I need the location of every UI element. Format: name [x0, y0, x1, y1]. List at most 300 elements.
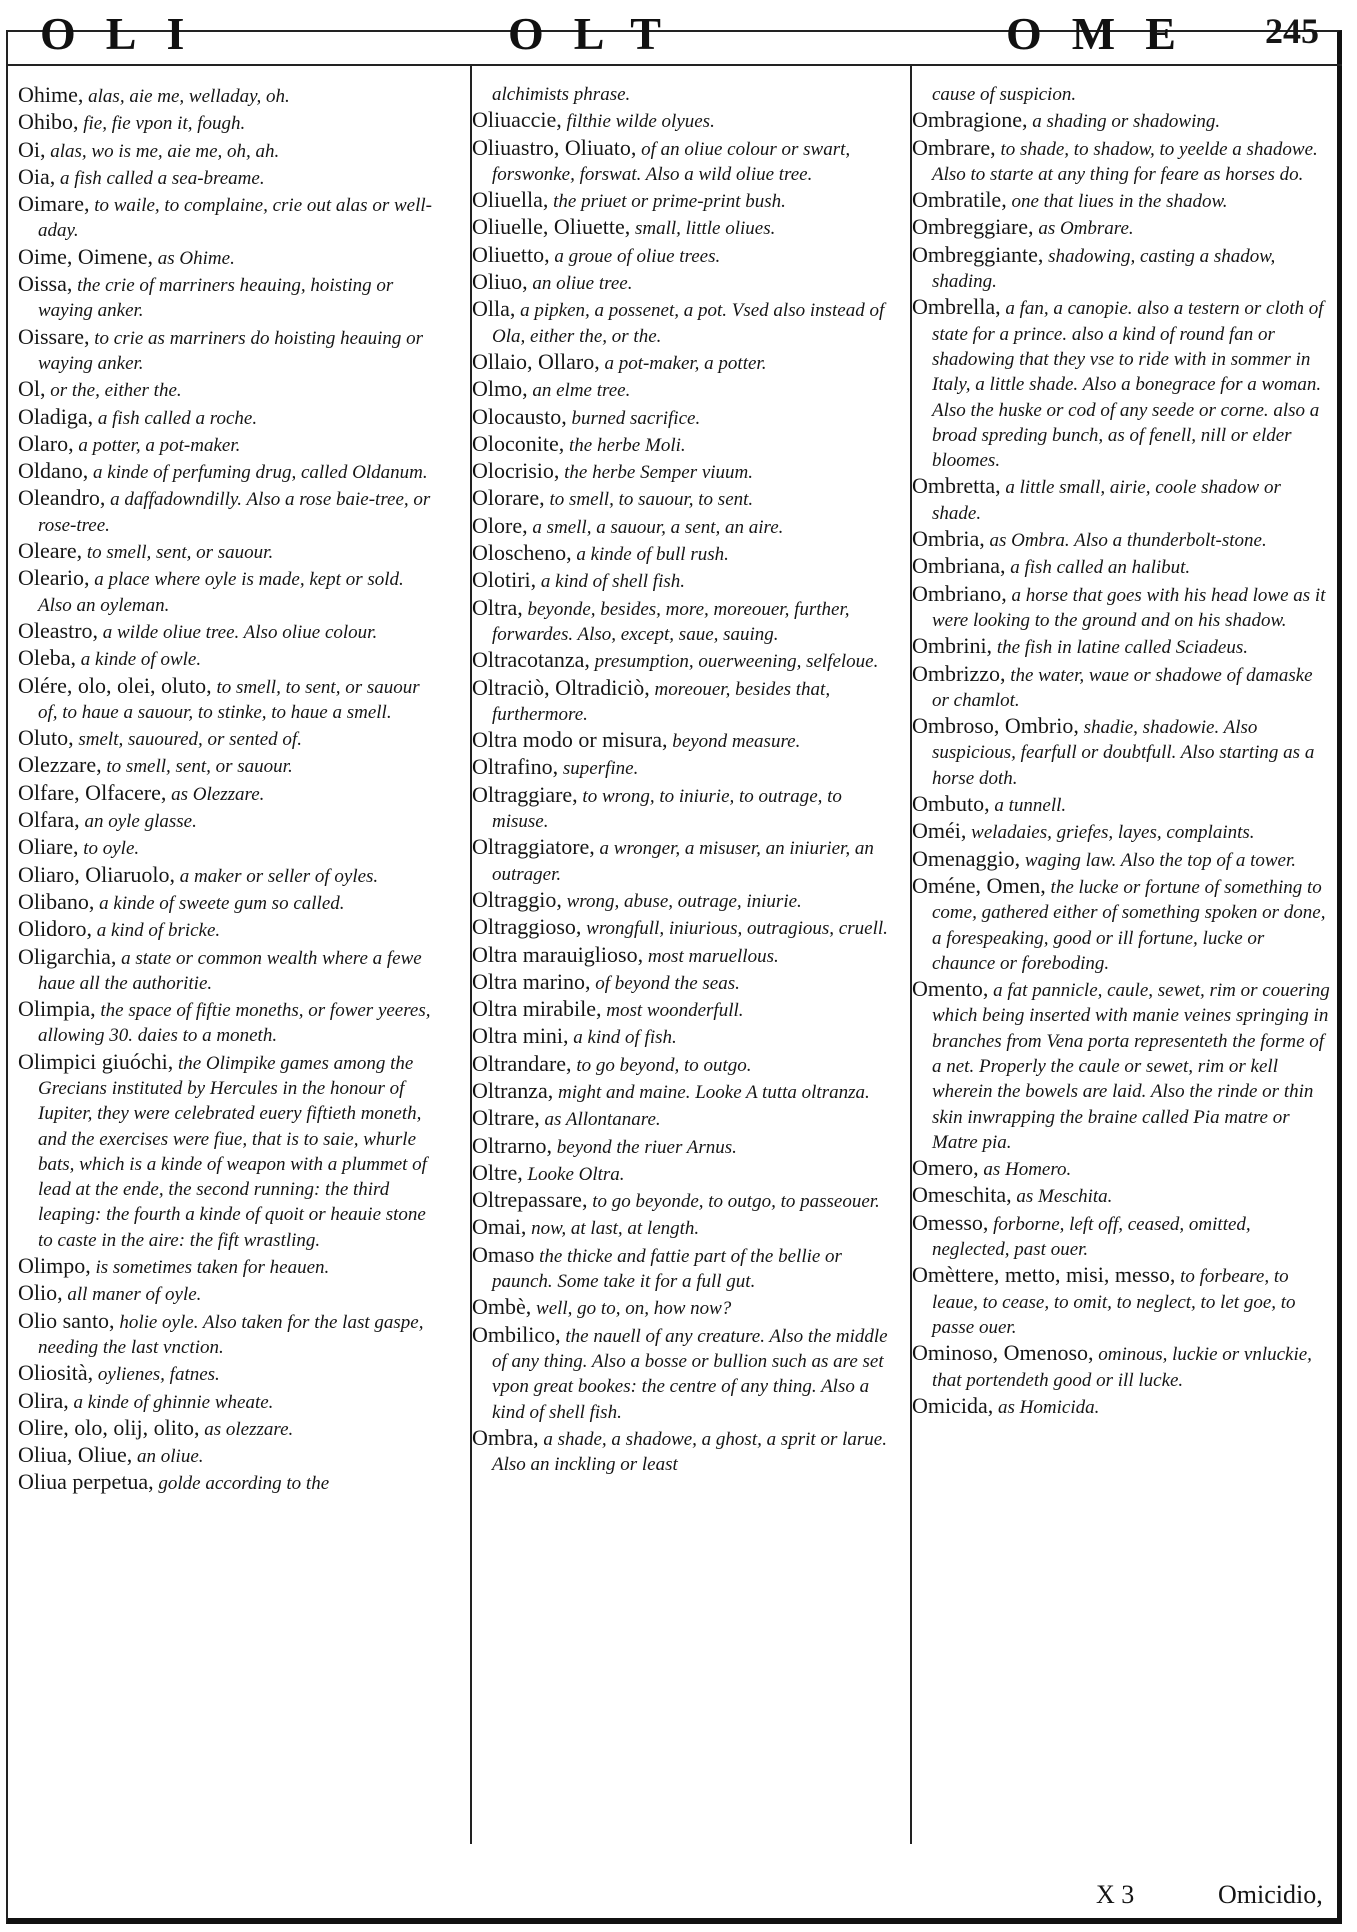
entry-definition: beyond the riuer Arnus. — [556, 1136, 737, 1158]
dictionary-entry — [472, 647, 892, 674]
entry-definition: the herbe Moli. — [569, 434, 686, 456]
entry-definition: to forbeare, to leaue, to cease, to omit, to neglect, to let goe, to passe ouer. — [932, 1266, 1296, 1338]
entry-definition: a kinde of bull rush. — [576, 544, 729, 566]
dictionary-entry — [18, 565, 438, 618]
dictionary-entry — [472, 214, 892, 241]
entry-headword: Oliosità, — [18, 1360, 94, 1386]
entry-definition: one that liues in the shadow. — [1011, 191, 1228, 213]
entry-headword: Oliuella, — [472, 187, 549, 213]
dictionary-entry — [18, 944, 438, 997]
entry-headword: Oltraciò, Oltradiciò, — [472, 674, 650, 700]
dictionary-entry — [18, 485, 438, 538]
dictionary-entry — [18, 1469, 438, 1496]
entry-headword: Ombra, — [472, 1424, 539, 1450]
entry-definition: oylienes, fatnes. — [97, 1364, 220, 1386]
dictionary-entry — [472, 567, 892, 594]
entry-headword: Oltracotanza, — [472, 647, 590, 673]
entry-headword: Oliuetto, — [472, 241, 550, 267]
entry-headword: Oltraggiare, — [472, 781, 578, 807]
entry-definition: to shade, to shadow, to yeelde a shadowe. Also to starte at any thing for feare as horses do. — [932, 138, 1318, 185]
entry-definition: a state or common wealth where a fewe haue all the authoritie. — [38, 947, 422, 994]
entry-definition: a pot-maker, a potter. — [604, 352, 767, 374]
entry-headword: Oliuastro, Oliuato, — [472, 134, 637, 160]
entry-headword: Oliuo, — [472, 269, 528, 295]
entry-headword: Oldano, — [18, 458, 89, 484]
entry-definition: a kinde of sweete gum so called. — [99, 892, 345, 914]
entry-headword: Omai, — [472, 1214, 527, 1240]
entry-definition: forborne, left off, ceased, omitted, neglected, past ouer. — [932, 1213, 1251, 1261]
dictionary-entry — [912, 1393, 1332, 1420]
entry-definition: a kinde of ghinnie wheate. — [73, 1391, 274, 1413]
dictionary-entry — [472, 485, 892, 512]
entry-headword: Oissa, — [18, 271, 73, 297]
dictionary-entry — [18, 645, 438, 672]
entry-definition: the thicke and fattie part of the bellie or paunch. Some take it for a full gut. — [492, 1245, 842, 1293]
dictionary-entry — [912, 713, 1332, 791]
entry-headword: Omicida, — [912, 1392, 994, 1418]
dictionary-entry — [472, 1023, 892, 1050]
dictionary-entry — [912, 294, 1332, 473]
entry-definition: a groue of oliue trees. — [554, 245, 721, 267]
dictionary-entry — [472, 135, 892, 188]
entry-definition: a kind of fish. — [573, 1027, 677, 1049]
entry-headword: Oleandro, — [18, 485, 106, 511]
dictionary-entry — [472, 1214, 892, 1241]
dictionary-entry — [912, 1210, 1332, 1263]
entry-headword: Oliuelle, Oliuette, — [472, 214, 631, 240]
entry-headword: Olire, olo, olij, olito, — [18, 1414, 200, 1440]
entry-headword: Oltra marauiglioso, — [472, 941, 644, 967]
entry-headword: Oltra marino, — [472, 968, 591, 994]
entry-definition: most maruellous. — [647, 945, 779, 967]
entry-definition: a fish called an halibut. — [1010, 557, 1191, 579]
entry-headword: Ombria, — [912, 526, 985, 552]
entry-headword: Omaso — [472, 1241, 535, 1267]
dictionary-entry — [472, 595, 892, 648]
entry-headword: Oleba, — [18, 645, 77, 671]
entry-definition: a kind of shell fish. — [540, 571, 685, 593]
dictionary-entry — [912, 1340, 1332, 1393]
entry-headword: Olidoro, — [18, 916, 92, 942]
entry-definition: filthie wilde olyues. — [566, 111, 715, 133]
column-1 — [18, 82, 438, 1497]
entry-definition: a shade, a shadowe, a ghost, a sprit or larue. Also an inckling or least — [492, 1428, 887, 1476]
entry-definition: ominous, luckie or vnluckie, that portendeth good or ill lucke. — [932, 1344, 1312, 1391]
dictionary-entry — [18, 164, 438, 191]
dictionary-entry — [18, 780, 438, 807]
dictionary-entry — [18, 82, 438, 109]
dictionary-entry — [912, 242, 1332, 295]
entry-headword: Oliua perpetua, — [18, 1469, 154, 1495]
dictionary-entry — [472, 187, 892, 214]
dictionary-entry — [912, 661, 1332, 714]
entry-headword: Oissare, — [18, 323, 90, 349]
dictionary-entry — [472, 969, 892, 996]
entry-definition: holie oyle. Also taken for the last gaspe, needing the last vnction. — [38, 1311, 424, 1358]
dictionary-entry — [912, 846, 1332, 873]
dictionary-entry — [912, 82, 1332, 107]
dictionary-entry — [18, 324, 438, 377]
entry-definition: burned sacrifice. — [571, 407, 701, 429]
entry-definition: to crie as marriners do hoisting heauing or waying anker. — [38, 327, 424, 374]
dictionary-entry — [912, 187, 1332, 214]
entry-definition: the fish in latine called Sciadeus. — [996, 637, 1248, 659]
dictionary-entry — [912, 553, 1332, 580]
dictionary-entry — [18, 431, 438, 458]
dictionary-entry — [18, 458, 438, 485]
entry-headword: Omesso, — [912, 1209, 989, 1235]
entry-definition: superfine. — [562, 758, 639, 780]
dictionary-entry — [472, 675, 892, 728]
entry-definition: a tunnell. — [994, 795, 1067, 817]
dictionary-entry — [18, 916, 438, 943]
entry-headword: Olorare, — [472, 485, 545, 511]
entry-headword: Ombrare, — [912, 134, 996, 160]
entry-definition: the herbe Semper viuum. — [564, 462, 754, 484]
entry-headword: Olére, olo, olei, oluto, — [18, 672, 212, 698]
entry-headword: Ominoso, Omenoso, — [912, 1340, 1094, 1366]
entry-definition: to smell, to sent, or sauour of, to haue a sauour, to stinke, to haue a smell. — [38, 676, 420, 723]
entry-headword: Ombrini, — [912, 633, 993, 659]
dictionary-entry — [18, 1415, 438, 1442]
dictionary-entry — [912, 107, 1332, 134]
dictionary-entry — [912, 791, 1332, 818]
signature-mark: X 3 — [1096, 1880, 1135, 1909]
dictionary-entry — [472, 727, 892, 754]
entry-definition: a kinde of perfuming drug, called Oldanum. — [93, 462, 428, 484]
entry-definition: a smell, a sauour, a sent, an aire. — [532, 516, 784, 538]
entry-definition: wrong, abuse, outrage, iniurie. — [566, 890, 802, 912]
entry-headword: Ombratile, — [912, 187, 1007, 213]
dictionary-entry — [18, 752, 438, 779]
entry-definition: to smell, sent, or sauour. — [106, 756, 293, 778]
entry-definition: as Allontanare. — [544, 1109, 661, 1131]
entry-definition: as Ohime. — [157, 247, 235, 269]
entry-definition: to smell, to sauour, to sent. — [549, 489, 754, 511]
entry-definition: the Olimpike games among the Grecians instituted by Hercules in the honour of Iupiter, they were celebrated euery fiftieth moneth, and the exercises were fiue, that is to saie, whurle bats, which is a kinde of weapon with a plummet of lead at the ende, the second running: the third leaping: the fourth a kinde of quoit or heauie stone to caste in the aire: the fift wrastling. — [38, 1052, 427, 1251]
entry-headword: Ombilico, — [472, 1321, 561, 1347]
entry-headword: Oltrarno, — [472, 1132, 553, 1158]
catchword: Omicidio, — [1218, 1880, 1323, 1909]
dictionary-entry — [18, 862, 438, 889]
dictionary-entry — [912, 818, 1332, 845]
entry-headword: Omèttere, metto, misi, messo, — [912, 1262, 1176, 1288]
entry-headword: Olfare, Olfacere, — [18, 779, 167, 805]
running-head-middle: OLT — [508, 8, 691, 59]
entry-headword: Oltra, — [472, 594, 523, 620]
entry-headword: Oméne, Omen, — [912, 872, 1046, 898]
column-3 — [912, 82, 1332, 1420]
entry-definition: as olezzare. — [204, 1418, 294, 1440]
entry-headword: Olimpici giuóchi, — [18, 1048, 174, 1074]
entry-definition: weladaies, griefes, layes, complaints. — [971, 822, 1255, 844]
entry-headword: Oleastro, — [18, 617, 99, 643]
entry-definition: fie, fie vpon it, fough. — [83, 113, 246, 135]
dictionary-entry — [912, 633, 1332, 660]
entry-definition: a wilde oliue tree. Also oliue colour. — [102, 621, 378, 643]
dictionary-entry — [472, 887, 892, 914]
entry-definition: now, at last, at length. — [531, 1218, 700, 1240]
entry-definition: presumption, ouerweening, selfeloue. — [594, 651, 879, 673]
entry-definition: small, little oliues. — [634, 218, 776, 240]
entry-definition: a horse that goes with his head lowe as it were looking to the ground and on his shadow. — [932, 584, 1326, 631]
entry-definition: Looke Oltra. — [527, 1163, 625, 1185]
entry-definition: moreouer, besides that, furthermore. — [492, 678, 831, 725]
entry-headword: Ombreggiare, — [912, 214, 1034, 240]
dictionary-entry — [472, 513, 892, 540]
entry-headword: Olimpia, — [18, 996, 96, 1022]
header-rule — [6, 64, 1342, 66]
dictionary-entry — [18, 618, 438, 645]
dictionary-entry — [18, 1360, 438, 1387]
dictionary-entry — [18, 1388, 438, 1415]
entry-definition: a potter, a pot-maker. — [78, 434, 241, 456]
dictionary-entry — [472, 540, 892, 567]
entry-headword: Omeschita, — [912, 1182, 1012, 1208]
entry-definition: all maner of oyle. — [67, 1284, 202, 1306]
dictionary-entry — [18, 271, 438, 324]
entry-headword: Oltrafino, — [472, 754, 559, 780]
entry-headword: Oleario, — [18, 565, 90, 591]
dictionary-entry — [912, 1155, 1332, 1182]
running-head-right: OME — [1006, 8, 1206, 59]
entry-headword: Ombrella, — [912, 294, 1001, 320]
dictionary-entry — [472, 1133, 892, 1160]
entry-definition: most woonderfull. — [606, 1000, 744, 1022]
dictionary-entry — [18, 807, 438, 834]
entry-definition: as Olezzare. — [171, 783, 265, 805]
entry-headword: Olotiri, — [472, 567, 537, 593]
dictionary-entry — [472, 1051, 892, 1078]
dictionary-entry — [472, 754, 892, 781]
entry-headword: Ombragione, — [912, 107, 1028, 133]
entry-definition: golde according to the — [158, 1473, 330, 1495]
dictionary-entry — [472, 1242, 892, 1295]
entry-headword: Ombrizzo, — [912, 660, 1006, 686]
entry-headword: Oltranza, — [472, 1077, 554, 1103]
entry-headword: Ol, — [18, 376, 46, 402]
entry-headword: Olio, — [18, 1280, 63, 1306]
entry-headword: Oliaro, Oliaruolo, — [18, 861, 176, 887]
entry-definition: a place where oyle is made, kept or sold. Also an oyleman. — [38, 569, 404, 616]
dictionary-entry — [472, 242, 892, 269]
dictionary-entry — [472, 782, 892, 835]
dictionary-entry — [18, 725, 438, 752]
entry-definition: to go beyonde, to outgo, to passeouer. — [592, 1191, 880, 1213]
entry-definition: a fan, a canopie. also a testern or cloth of state for a prince. also a kind of round fan or shadowing that they vse to ride with in sommer in Italy, a little shade. Also a bonegrace for a woman. Also the huske or cod of any seede or corne. also a broad spreding bunch, as of fenell, nill or elder bloomes. — [932, 298, 1324, 472]
entry-headword: Olio santo, — [18, 1307, 115, 1333]
entry-definition: a fish called a roche. — [97, 407, 258, 429]
dictionary-entry — [912, 135, 1332, 188]
entry-headword: Oliua, Oliue, — [18, 1442, 133, 1468]
entry-definition: an oliue. — [137, 1446, 204, 1468]
entry-headword: Olira, — [18, 1387, 69, 1413]
dictionary-entry — [912, 976, 1332, 1155]
entry-headword: Ollaio, Ollaro, — [472, 348, 600, 374]
dictionary-entry — [472, 1322, 892, 1425]
entry-definition: an elme tree. — [532, 380, 631, 402]
entry-definition: to wrong, to iniurie, to outrage, to misuse. — [492, 785, 842, 833]
entry-headword: Oligarchia, — [18, 943, 117, 969]
entry-headword: Oladiga, — [18, 403, 94, 429]
entry-definition: the space of fiftie moneths, or fower yeeres, allowing 30. daies to a moneth. — [38, 1000, 431, 1047]
dictionary-entry — [472, 82, 892, 107]
entry-headword: Omenaggio, — [912, 845, 1021, 871]
dictionary-entry — [912, 214, 1332, 241]
entry-definition: as Ombra. Also a thunderbolt-stone. — [989, 530, 1267, 552]
entry-definition: of an oliue colour or swart, forswonke, forswat. Also a wild oliue tree. — [492, 138, 851, 185]
entry-definition: the crie of marriners heauing, hoisting or waying anker. — [38, 275, 394, 322]
entry-definition: to smell, sent, or sauour. — [86, 542, 274, 564]
entry-headword: Ombè, — [472, 1294, 532, 1320]
dictionary-entry — [18, 1049, 438, 1253]
entry-headword: Oltrepassare, — [472, 1187, 588, 1213]
entry-headword: Olore, — [472, 512, 528, 538]
entry-headword: Ombretta, — [912, 473, 1001, 499]
entry-definition: a fish called a sea-breame. — [60, 167, 265, 189]
dictionary-entry — [472, 1187, 892, 1214]
entry-definition: the lucke or fortune of something to come, gathered either of something spoken or done, a forespeaking, good or ill fortune, lucke or chaunce or foreboding. — [932, 876, 1326, 974]
entry-definition: alas, aie me, welladay, oh. — [88, 86, 290, 107]
entry-definition: shadie, shadowie. Also suspicious, fearfull or doubtfull. Also starting as a horse doth. — [932, 717, 1315, 789]
entry-definition: a pipken, a possenet, a pot. Vsed also instead of Ola, either the, or the. — [492, 300, 885, 347]
entry-definition: alchimists phrase. — [492, 84, 631, 105]
dictionary-entry — [472, 1294, 892, 1321]
entry-headword: Ombroso, Ombrio, — [912, 713, 1079, 739]
entry-headword: Oi, — [18, 136, 46, 162]
dictionary-entry — [472, 834, 892, 887]
entry-headword: Omento, — [912, 976, 989, 1002]
dictionary-entry — [18, 1253, 438, 1280]
dictionary-entry — [472, 349, 892, 376]
entry-headword: Oltre, — [472, 1159, 523, 1185]
entry-headword: Olaro, — [18, 430, 74, 456]
dictionary-entry — [472, 269, 892, 296]
entry-headword: Olezzare, — [18, 752, 102, 778]
entry-headword: Olfara, — [18, 807, 80, 833]
dictionary-entry — [18, 1308, 438, 1361]
entry-headword: Olibano, — [18, 888, 95, 914]
entry-definition: wrongfull, iniurious, outragious, cruell. — [586, 918, 888, 940]
dictionary-entry — [472, 1078, 892, 1105]
page-number: 245 — [1265, 11, 1319, 51]
dictionary-entry — [472, 296, 892, 349]
entry-definition: might and maine. Looke A tutta oltranza. — [557, 1081, 870, 1103]
entry-definition: a maker or seller of oyles. — [179, 865, 379, 887]
dictionary-entry — [18, 376, 438, 403]
dictionary-entry — [18, 137, 438, 164]
entry-definition: to oyle. — [83, 838, 140, 860]
dictionary-entry — [912, 473, 1332, 526]
entry-definition: a daffadowndilly. Also a rose baie-tree, or rose-tree. — [38, 489, 431, 536]
entry-headword: Oliuaccie, — [472, 107, 562, 133]
dictionary-entry — [472, 458, 892, 485]
entry-headword: Ombriana, — [912, 553, 1006, 579]
dictionary-entry — [18, 889, 438, 916]
entry-definition: alas, wo is me, aie me, oh, ah. — [50, 140, 280, 162]
entry-definition: a shading or shadowing. — [1032, 111, 1221, 133]
entry-definition: a fat pannicle, caule, sewet, rim or couering which being inserted with manie veines springing in branches from Vena porta representeth the forme of a net. Properly the caule or sewet, rim or kell wherein the bowels are laid. Also the rinde or thin skin inwrapping the braine called Pia matre or Matre pia. — [932, 980, 1330, 1153]
entry-headword: Ohime, — [18, 82, 84, 107]
dictionary-entry — [912, 1182, 1332, 1209]
dictionary-entry — [18, 191, 438, 244]
entry-definition: well, go to, on, how now? — [536, 1298, 732, 1320]
entry-headword: Oloscheno, — [472, 540, 572, 566]
entry-definition: to go beyond, to outgo. — [576, 1054, 752, 1076]
dictionary-entry — [472, 1160, 892, 1187]
entry-headword: Oltra mini, — [472, 1023, 569, 1049]
entry-definition: a kinde of owle. — [80, 649, 202, 671]
dictionary-entry — [472, 1425, 892, 1478]
entry-definition: of beyond the seas. — [595, 972, 740, 994]
entry-definition: a kind of bricke. — [96, 920, 221, 942]
entry-headword: Ohibo, — [18, 109, 79, 135]
entry-headword: Ombreggiante, — [912, 241, 1044, 267]
dictionary-entry — [18, 996, 438, 1049]
entry-headword: Oltraggiatore, — [472, 834, 595, 860]
entry-headword: Oia, — [18, 163, 56, 189]
entry-definition: or the, either the. — [50, 380, 182, 402]
dictionary-entry — [18, 834, 438, 861]
entry-definition: the water, waue or shadowe of damaske or chamlot. — [932, 664, 1313, 711]
entry-headword: Oltra mirabile, — [472, 996, 602, 1022]
entry-headword: Olocrisio, — [472, 458, 560, 484]
entry-definition: as Homero. — [983, 1159, 1072, 1181]
entry-headword: Oltrare, — [472, 1105, 540, 1131]
entry-definition: an oliue tree. — [532, 273, 633, 295]
entry-headword: Oliare, — [18, 834, 79, 860]
dictionary-entry — [472, 996, 892, 1023]
entry-headword: Oltraggioso, — [472, 914, 582, 940]
dictionary-entry — [18, 1442, 438, 1469]
entry-definition: a little small, airie, coole shadow or shade. — [932, 477, 1281, 524]
entry-definition: as Ombrare. — [1038, 218, 1134, 240]
entry-definition: the priuet or prime-print bush. — [553, 191, 786, 213]
entry-headword: Oltraggio, — [472, 886, 562, 912]
entry-definition: shadowing, casting a shadow, shading. — [932, 245, 1276, 293]
dictionary-entry — [912, 1262, 1332, 1340]
entry-definition: an oyle glasse. — [84, 811, 197, 833]
entry-headword: Oimare, — [18, 191, 90, 217]
entry-headword: Oleare, — [18, 538, 83, 564]
dictionary-entry — [472, 431, 892, 458]
entry-definition: cause of suspicion. — [932, 84, 1077, 105]
entry-definition: as Homicida. — [998, 1396, 1100, 1418]
dictionary-entry — [912, 873, 1332, 976]
dictionary-entry — [472, 942, 892, 969]
entry-definition: to waile, to complaine, crie out alas or well-aday. — [38, 195, 432, 242]
entry-headword: Oméi, — [912, 818, 967, 844]
dictionary-entry — [912, 581, 1332, 634]
entry-headword: Omero, — [912, 1155, 979, 1181]
entry-headword: Oloconite, — [472, 430, 565, 456]
dictionary-entry — [18, 538, 438, 565]
dictionary-entry — [18, 1280, 438, 1307]
entry-headword: Ombuto, — [912, 791, 990, 817]
entry-definition: waging law. Also the top of a tower. — [1024, 849, 1297, 871]
dictionary-entry — [18, 673, 438, 726]
entry-definition: beyonde, besides, more, moreouer, further, forwardes. Also, except, saue, sauing. — [492, 598, 850, 645]
entry-definition: is sometimes taken for heauen. — [95, 1257, 330, 1279]
dictionary-entry — [472, 107, 892, 134]
entry-headword: Olocausto, — [472, 403, 567, 429]
entry-headword: Oime, Oimene, — [18, 243, 154, 269]
dictionary-entry — [18, 109, 438, 136]
entry-definition: beyond measure. — [672, 731, 801, 753]
running-head-left: OLI — [40, 8, 215, 59]
entry-headword: Oltrandare, — [472, 1050, 572, 1076]
dictionary-entry — [18, 244, 438, 271]
